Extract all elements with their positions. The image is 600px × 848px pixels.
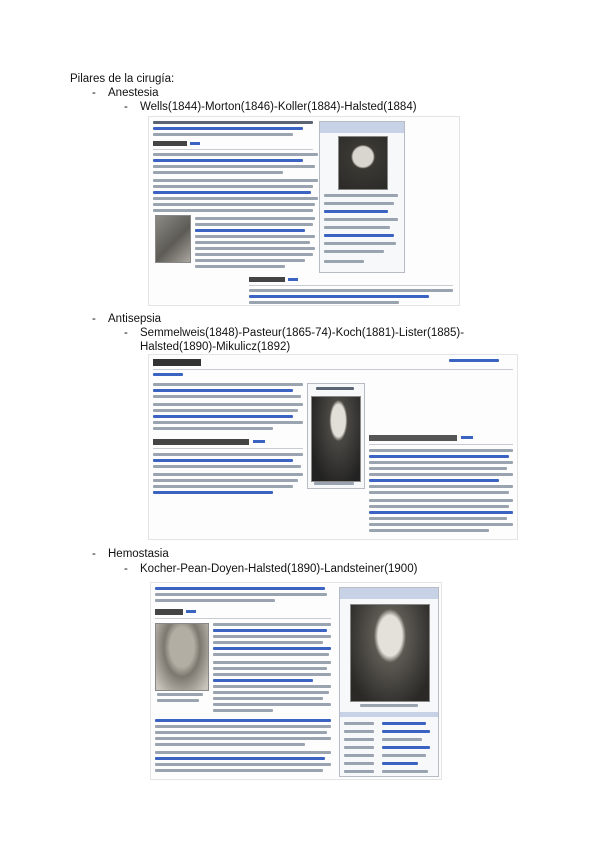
bullet-dash: -	[92, 548, 96, 560]
timeline-hemostasia	[124, 562, 417, 576]
bullet-dash: -	[92, 313, 96, 325]
timeline-text: Wells(1844)-Morton(1846)-Koller(1884)-Halsted(1884)	[140, 101, 417, 113]
section-heading-block	[153, 139, 213, 147]
bullet-dash: -	[124, 327, 128, 339]
bullet-dash: -	[92, 87, 96, 99]
screenshot-antisepsia-wiki	[148, 354, 518, 540]
bullet-dash: -	[124, 101, 128, 113]
section-hemostasia	[92, 547, 169, 561]
page-title: Pilares de la cirugía:	[70, 73, 175, 85]
section-title: Antisepsia	[108, 313, 162, 325]
section-title: Anestesia	[108, 87, 159, 99]
screenshot-anestesia-wiki	[148, 116, 460, 306]
portrait-relief-image	[155, 215, 191, 263]
timeline-text: Semmelweis(1848)-Pasteur(1865-74)-Koch(1881)-Lister(1885)-	[140, 327, 465, 339]
timeline-anestesia	[124, 100, 417, 114]
section-heading-block	[155, 607, 215, 616]
portrait-photo	[338, 136, 388, 190]
portrait-photo	[311, 396, 361, 482]
screenshot-hemostasia-wiki	[150, 582, 442, 780]
subsection-heading-block	[369, 433, 479, 442]
infobox	[339, 587, 439, 777]
bust-statue-image	[155, 623, 209, 691]
timeline-antisepsia-line2: Halsted(1890)-Mikulicz(1892)	[140, 341, 291, 353]
section-antisepsia	[92, 312, 161, 326]
subsection-heading-block	[249, 275, 309, 283]
article-title-block	[153, 357, 233, 367]
bullet-dash: -	[124, 563, 128, 575]
section-title: Hemostasia	[108, 548, 169, 560]
timeline-antisepsia-line1	[124, 326, 464, 340]
section-anestesia	[92, 86, 159, 100]
portrait-photo	[350, 604, 430, 702]
section-heading-block	[153, 437, 273, 446]
infobox	[319, 121, 405, 273]
infobox	[307, 383, 365, 489]
timeline-text: Kocher-Pean-Doyen-Halsted(1890)-Landsteiner(1900)	[140, 563, 418, 575]
